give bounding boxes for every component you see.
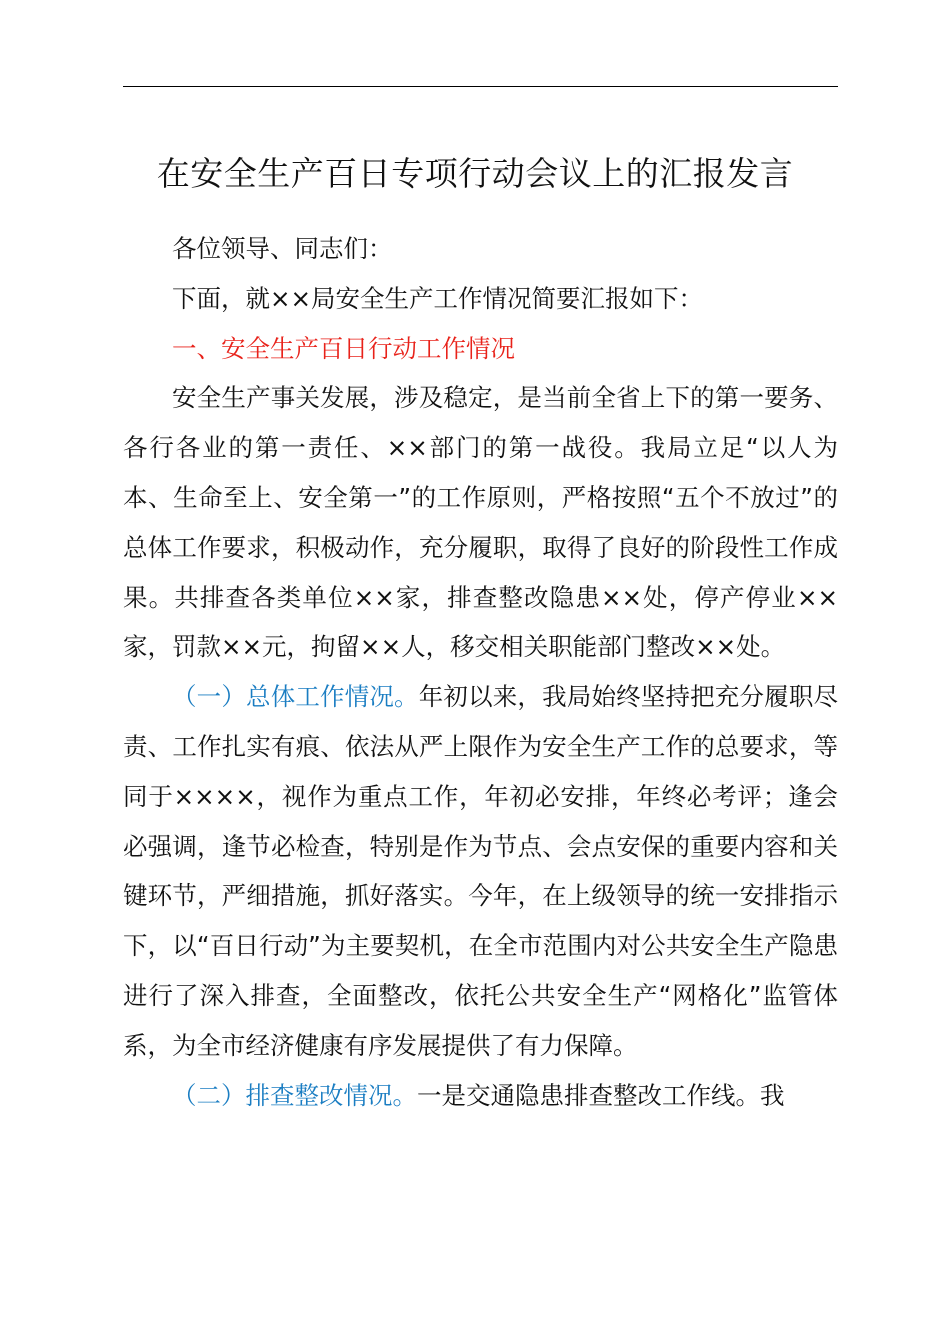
subsection-heading-2: （二）排查整改情况。 bbox=[172, 1080, 417, 1110]
document-body bbox=[123, 224, 838, 1120]
document-title: 在安全生产百日专项行动会议上的汇报发言 bbox=[156, 154, 794, 193]
subsection-heading-1: （一）总体工作情况。 bbox=[172, 682, 419, 712]
intro-paragraph: 下面，就××局安全生产工作情况简要汇报如下： bbox=[172, 283, 704, 313]
header-rule bbox=[123, 86, 838, 87]
subsection-2-text: 一是交通隐患排查整改工作线。我 bbox=[417, 1080, 785, 1110]
section-1-paragraph: 安全生产事关发展，涉及稳定，是当前全省上下的第一要务、各行各业的第一责任、××部门的第一战役。我局立足“以人为本、生命至上、安全第一”的工作原则，严格按照“五个不放过”的总体工作要求，积极动作，充分履职，取得了良好的阶段性工作成果。共排查各类单位××家，排查整改隐患××处，停产停业××家，罚款××元，拘留××人，移交相关职能部门整改××处。 bbox=[123, 383, 838, 662]
subsection-2-paragraph bbox=[123, 1071, 838, 1121]
subsection-1-paragraph bbox=[123, 672, 838, 1070]
subsection-1-text: 年初以来，我局始终坚持把充分履职尽责、工作扎实有痕、依法从严上限作为安全生产工作的总要求，等同于××××，视作为重点工作，年初必安排，年终必考评；逢会必强调，逢节必检查，特别是作为节点、会点安保的重要内容和关键环节，严细措施，抓好落实。今年，在上级领导的统一安排指示下，以“百日行动”为主要契机，在全市范围内对公共安全生产隐患进行了深入排查，全面整改，依托公共安全生产“网格化”监管体系，为全市经济健康有序发展提供了有力保障。 bbox=[123, 682, 839, 1060]
greeting: 各位领导、同志们： bbox=[172, 234, 393, 263]
section-heading-1: 一、安全生产百日行动工作情况 bbox=[172, 333, 515, 363]
